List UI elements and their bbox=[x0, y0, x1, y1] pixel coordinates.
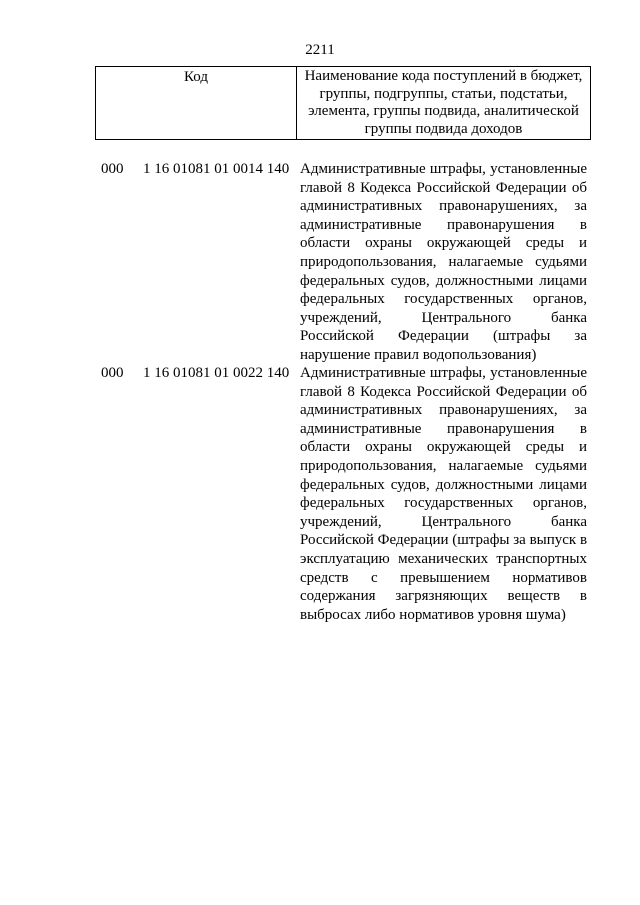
description-line: Российской Федерации (штрафы за выпуск в bbox=[300, 532, 588, 549]
income-description bbox=[300, 364, 587, 624]
description-line: Административные штрафы, установленные bbox=[300, 161, 587, 177]
description-line: эксплуатацию механических транспортных bbox=[300, 550, 587, 567]
table-header bbox=[95, 66, 591, 140]
description-line: административных правонарушениях, за bbox=[300, 402, 587, 419]
description-line: Российской Федерации (штрафы за bbox=[300, 328, 587, 345]
description-line: области охраны окружающей среды и bbox=[300, 235, 587, 252]
description-line: содержания загрязняющих веществ в bbox=[300, 588, 587, 605]
description-line: природопользования, налагаемые судьями bbox=[300, 457, 587, 474]
income-code: 1 16 01081 01 0014 140 bbox=[143, 161, 290, 177]
description-line: федеральных судов, должностными лицами bbox=[300, 272, 587, 289]
income-code: 1 16 01081 01 0022 140 bbox=[143, 365, 290, 381]
header-name-column: Наименование кода поступлений в бюджет, группы, подгруппы, статьи, подстатьи, элемента, группы подвида, аналитической группы подвида доходов bbox=[304, 68, 583, 137]
description-line: учреждений, Центрального банка bbox=[300, 309, 587, 326]
description-line: федеральных государственных органов, bbox=[300, 495, 587, 512]
description-line: нарушение правил водопользования) bbox=[300, 346, 537, 363]
description-line: административных правонарушениях, за bbox=[300, 198, 587, 215]
header-code-column: Код bbox=[96, 67, 297, 139]
description-line: учреждений, Центрального банка bbox=[300, 513, 587, 530]
description-line: средств с превышением нормативов bbox=[300, 569, 587, 586]
description-line: главой 8 Кодекса Российской Федерации об bbox=[300, 179, 587, 196]
description-line: федеральных государственных органов, bbox=[300, 291, 587, 308]
description-line: главой 8 Кодекса Российской Федерации об bbox=[300, 383, 587, 400]
description-line: административные правонарушения в bbox=[300, 216, 587, 233]
page-number: 2211 bbox=[305, 42, 335, 58]
admin-code: 000 bbox=[101, 161, 124, 177]
description-line: административные правонарушения в bbox=[300, 420, 587, 437]
admin-code: 000 bbox=[101, 365, 124, 381]
income-description bbox=[300, 160, 587, 365]
description-line: Административные штрафы, установленные bbox=[300, 365, 587, 381]
description-line: природопользования, налагаемые судьями bbox=[300, 253, 587, 270]
description-line: федеральных судов, должностными лицами bbox=[300, 476, 587, 493]
description-line: области охраны окружающей среды и bbox=[300, 439, 587, 456]
description-line: выбросах либо нормативов уровня шума) bbox=[300, 606, 566, 623]
